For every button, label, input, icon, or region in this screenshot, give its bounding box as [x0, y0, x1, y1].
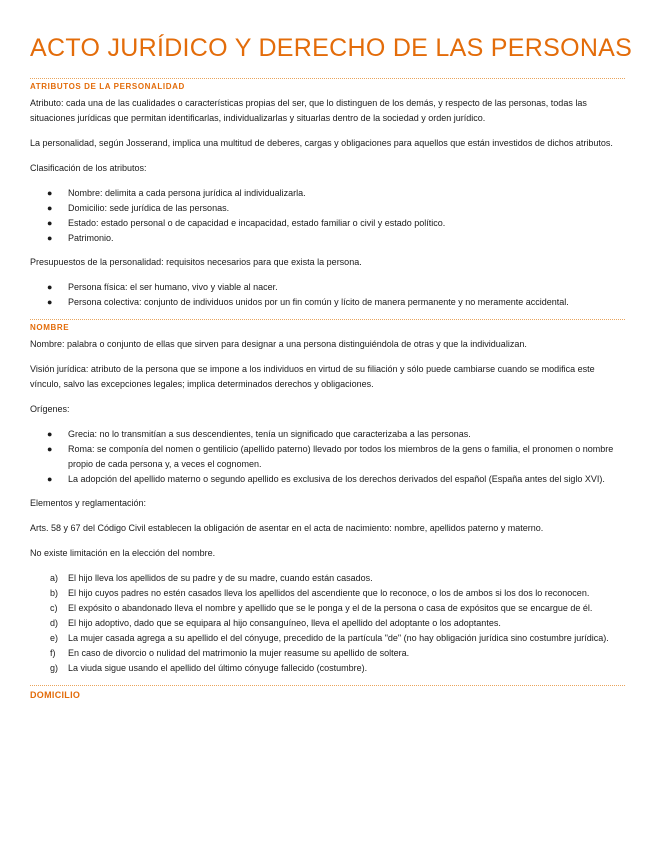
paragraph-arts: Arts. 58 y 67 del Código Civil establecen la obligación de asentar en el acta de nacimiento: nombre, apellidos paterno y materno. [30, 523, 544, 533]
list-item: a) El hijo lleva los apellidos de su padre y de su madre, cuando están casados. [50, 573, 373, 583]
list-item: f) En caso de divorcio o nulidad del matrimonio la mujer reasume su apellido de soltera. [50, 648, 410, 658]
list-item: e) La mujer casada agrega a su apellido el del cónyuge, precedido de la partícula "de" (no hay obligación jurídica sino costumbre jurídica). [50, 633, 609, 643]
list-item: g) La viuda sigue usando el apellido del último cónyuge fallecido (costumbre). [50, 663, 368, 673]
section-heading-domicilio: DOMICILIO [30, 690, 81, 700]
list-item: c) El expósito o abandonado lleva el nombre y apellido que se le ponga y el de la persona o casa de expósitos que se encargue de él. [50, 603, 593, 613]
bullet-icon: ● [47, 297, 53, 307]
paragraph-clasificacion: Clasificación de los atributos: [30, 163, 147, 173]
document-body [30, 78, 625, 705]
paragraph-presupuestos: Presupuestos de la personalidad: requisitos necesarios para que exista la persona. [30, 257, 362, 267]
lettered-list-apellidos [30, 571, 625, 676]
list-item: ● Grecia: no lo transmitían a sus descendientes, tenía un significado que caracterizaba a las personas. [30, 427, 625, 442]
bullet-icon: ● [47, 444, 53, 454]
paragraph-josserand: La personalidad, según Josserand, implica una multitud de deberes, cargas y obligaciones para aquellos que están investidos de dichos atributos. [30, 138, 613, 148]
list-item: ● Roma: se componía del nomen o gentilicio (apellido paterno) llevado por todos los miembros de la gens o familia, el pronomen o nombre propio de cada persona y, a veces el cognomen. [47, 444, 614, 469]
paragraph-origenes: Orígenes: [30, 404, 70, 414]
bullet-icon: ● [47, 474, 53, 484]
section-heading-atributos: ATRIBUTOS DE LA PERSONALIDAD [30, 82, 185, 91]
paragraph-limitacion: No existe limitación en la elección del nombre. [30, 548, 216, 558]
bullet-icon: ● [47, 233, 53, 243]
bullet-icon: ● [47, 282, 53, 292]
paragraph-atributo-definition: Atributo: cada una de las cualidades o características propias del ser, que lo distinguen de los demás, y respecto de las personas, todas las situaciones jurídicas que permitan identificarlas, individualizarlas y situarlas dentro de la sociedad y orden jurídico. [30, 98, 587, 123]
section-divider [30, 319, 625, 320]
list-item: ● Persona colectiva: conjunto de individuos unidos por un fin común y lícito de manera permanente y no meramente accidental. [30, 295, 625, 310]
list-item: ● Domicilio: sede jurídica de las personas. [30, 201, 625, 216]
list-item: ● Patrimonio. [30, 231, 625, 246]
document-title: ACTO JURÍDICO Y DERECHO DE LAS PERSONAS [30, 34, 633, 62]
list-item: ● Nombre: delimita a cada persona jurídica al individualizarla. [30, 186, 625, 201]
list-item: b) El hijo cuyos padres no estén casados lleva los apellidos del ascendiente que lo reconoce, o los de ambos si los dos lo reconocen. [50, 588, 590, 598]
bullet-list-atributos [30, 186, 625, 246]
list-item: ● Estado: estado personal o de capacidad e incapacidad, estado familiar o civil y estado político. [30, 216, 625, 231]
list-item: d) El hijo adoptivo, dado que se equipara al hijo consanguíneo, lleva el apellido del adoptante o los adoptantes. [50, 618, 501, 628]
bullet-list-presupuestos [30, 280, 625, 310]
section-divider [30, 685, 625, 686]
bullet-icon: ● [47, 188, 53, 198]
bullet-icon: ● [47, 203, 53, 213]
paragraph-elementos: Elementos y reglamentación: [30, 498, 147, 508]
paragraph-vision-juridica: Visión jurídica: atributo de la persona que se impone a los individuos en virtud de su filiación y sólo puede cambiarse cuando se modifica este vínculo, salvo las excepciones legales; implica determinados derechos y obligaciones. [30, 364, 595, 389]
bullet-icon: ● [47, 429, 53, 439]
list-item: ● La adopción del apellido materno o segundo apellido es exclusiva de los derechos derivados del español (España antes del siglo XVI). [30, 472, 625, 487]
bullet-list-origenes [30, 427, 625, 487]
paragraph-nombre-definition: Nombre: palabra o conjunto de ellas que sirven para designar a una persona distinguiéndola de otras y que la individualizan. [30, 339, 527, 349]
section-divider [30, 78, 625, 79]
section-heading-nombre: NOMBRE [30, 323, 70, 332]
bullet-icon: ● [47, 218, 53, 228]
list-item: ● Persona física: el ser humano, vivo y viable al nacer. [30, 280, 625, 295]
